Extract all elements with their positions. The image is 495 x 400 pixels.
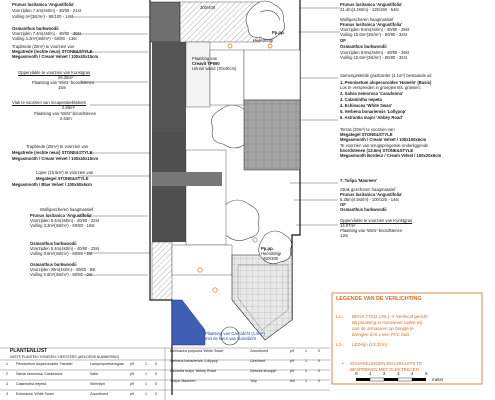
legend-l2-line1: LED-lijn (13.32m) [352, 342, 388, 347]
plantlist-right-qty: 1 [305, 379, 307, 383]
scale-tick-label: 1 [369, 371, 372, 376]
plantlist-row-nr: 4 [6, 392, 8, 396]
plantlist-right-extra: 0 [318, 369, 320, 373]
lawn1-title: Oppervlakte te voorzien van Kunstgras [18, 70, 91, 75]
strak-osm: Osmanthus burkwoodii [340, 207, 387, 212]
plantlist-right-extra: 0 [318, 359, 320, 363]
top-hedge-fill: Vulling m²(3st/m²) - 80/100 - 14st [12, 14, 74, 19]
scale-tick-label: 2 [383, 371, 386, 376]
legend-title: LEGENDE VAN DE VERLICHTING [336, 296, 422, 302]
plantlist-row-qty: 1 [145, 382, 147, 386]
urinoir-plaatsing: Plaatsing van [192, 56, 218, 61]
pp-marker-1: Pp.pp. [272, 30, 285, 35]
plantlist-right-desc: Zonnehoed [250, 349, 269, 353]
grassborder-3: 3. Calamintha nepeta [340, 97, 382, 102]
right-top-species: Prunus lusitanica 'Angustifolia' [340, 2, 403, 7]
plantlist-right-class: p9 [290, 349, 294, 353]
plantlist-right-class: bol [290, 379, 295, 383]
plantlist-right-qty: 1 [305, 359, 307, 363]
plantlist-right-desc: Zeeuws knoopje [250, 369, 277, 373]
top-hedge-species: Prunus lusitanica 'Angustifolia' [12, 2, 75, 7]
hedge2-title: Wolligescheren haagmassief [40, 207, 94, 212]
legend-note-2: BESPREKEN MET ELEKTRICIEN [350, 367, 419, 372]
plantlist-right-qty: 1 [305, 349, 307, 353]
plantlist-right-class: p9 [290, 359, 294, 363]
top-hedge-front: Voorzijden 7.4m(4st/m) - 40/60 - 21st [12, 8, 81, 13]
plantlist-right-extra: 0 [318, 379, 320, 383]
legend-l1-line2: Bij plaatsing in massiever raden wij [352, 320, 423, 325]
scale-tick-label: 5 [425, 371, 428, 376]
plantlist-row-class: p9 [130, 382, 134, 386]
plantlist-subtitle: VASTE PLANTEN / KRUIDEN / HEESTERS (WOLDENS NUMMERING) [10, 355, 120, 359]
strak-title: Strak geschoren haagmassief [340, 187, 396, 192]
lawn2-title: Oppervlakte te voorzien van Kunstgras [340, 218, 413, 223]
osmanthus-2-front: Voorzijden 5.4m(4st/m) - 40/60 - 23st [30, 246, 99, 251]
heerdstrijp-label-1: Heerdstrijp [253, 38, 274, 43]
grassborder-1b: Los te verspreiden in groepjes tss. grassen: [340, 85, 422, 90]
plantlist-row-desc: Lampenpoetsersgras [90, 362, 124, 366]
right-hedge-or: OF [340, 38, 346, 43]
klinkers-border-len: 2.63m [60, 116, 72, 121]
plantlist-row-extra: 0 [155, 382, 157, 386]
lawn2-area: 14.07m² [340, 223, 356, 228]
plantlist-row-nr: 3 [6, 382, 8, 386]
grassborder-2: 2. Salvia nemorosa 'Caradonna' [340, 91, 403, 96]
lawn1-border: Plaatsing van 'Wirtz'-boordstenen [32, 80, 95, 85]
plantlist-row-class: p9 [130, 372, 134, 376]
loper-product: Megategel STONE&STYLE [36, 176, 89, 181]
grassborder-5: 5. Verbena bonariensis 'Lollypop' [340, 109, 407, 114]
osmanthus-1-title: Osmanthus burkwoodii [12, 26, 59, 31]
osmanthus-2-fill: Vulling 0.6m²(3st/m²) - 60/80 - 2st [30, 251, 93, 256]
right-hedge-fill: Vulling 10.6m²(3st/m²) - 60/80 - 32st [340, 32, 407, 37]
terrace-spec: Megasmooth / Cream Velvet / 100x100x6cm [340, 137, 427, 142]
plantlist-row-extra: 0 [155, 362, 157, 366]
pp-marker-2: Pp.pp. [261, 246, 274, 251]
trap2-product: Megatrede (rechte neus) STONE&STYLE [12, 150, 93, 155]
plantlist-row-nr: 2 [6, 372, 8, 376]
scale-tick-label: 0 [355, 371, 358, 376]
plantlist-right-qty: 1 [305, 369, 307, 373]
legend-l1-line1: BEGA 77011 (3st.) -> Vertiscal gericht [352, 314, 428, 319]
plantlist-title: PLANTENLIJST [10, 348, 48, 354]
plantlist-right-class: p9 [290, 369, 294, 373]
scale-unit: meter [432, 377, 444, 382]
plantlist-row-desc: Salie [90, 372, 98, 376]
plantlist-right-desc: IJzerhard [250, 359, 265, 363]
loper-spec: Megasmooth / Blue Velvet / 100x50x6cm [12, 182, 92, 187]
trap1-product: Megatrede (rechte neus) STONE&STYLE [12, 49, 93, 54]
top-tree-size: 300/400 [200, 5, 216, 10]
grassborder-6: 6. Astrantia major 'Abbey Road' [340, 115, 403, 120]
blue-patio-label-2: met de kleur van Gamalicht [205, 336, 256, 341]
legend-note-1: SCHAKELINGEN EN CIRCUITS TE [350, 361, 423, 366]
grassborder-4: 4. Echinacea 'White Swan' [340, 103, 393, 108]
urinoir-product: Creavit TP690 [192, 61, 220, 66]
plantlist-row-desc: Steentijm [90, 382, 105, 386]
osmanthus-3-front: Voorzijden 29m(4st/m) - 40/60 - 8st [30, 267, 96, 272]
right-hedge-title: Wolligescheren haagmassief [340, 17, 394, 22]
lawn2-border-len: 13m [340, 233, 349, 238]
plantlist-row-class: p9 [130, 392, 134, 396]
trap1-title: Trapbrede (20m²) te voorzien van [12, 44, 75, 49]
lawn1-border-len: 15m [58, 85, 67, 90]
grassborder-1: 1. Pennisetum alopecuroides 'Hameln' (Basis) [340, 80, 432, 85]
terrace-title: Terras (20m²) te voorzien van [340, 127, 395, 132]
legend-l2-key: L2= [336, 342, 344, 347]
plantlist-row-name: Pennisetum alopecuroides 'Hameln' [16, 362, 74, 366]
hedge2-species: Prunus lusitanica 'Angustifolia' [30, 213, 93, 218]
right-osm-fill: Vulling 10.6m²(3st/m²) - 60/80 - 32st [340, 55, 407, 60]
trap1-spec: Megasmooth / Cream Velvet / 100x40x15cm [12, 54, 99, 59]
lawn1-area: 26.25m² [58, 75, 74, 80]
plantlist-right-name: Astrantia major 'Abbey Road' [170, 369, 217, 373]
plantlist-row-class: p9 [130, 362, 134, 366]
plantlist-right-desc: Tulp [250, 379, 257, 383]
lawn2-border: Plaatsing van 'Wirtz'-boordstenen [340, 228, 403, 233]
plantlist-row-extra: 0 [155, 372, 157, 376]
plantlist-right-name: Verbena bonariensis 'Lollypop' [170, 359, 219, 363]
plantlist-right-name: Echinacea purpurea 'White Swan' [170, 349, 224, 353]
terrace-border-2: boordstenen (13.6m) STONE&STYLE [340, 148, 414, 153]
plantlist-row-qty: 1 [145, 362, 147, 366]
plantlist-row-nr: 1 [6, 362, 8, 366]
osmanthus-1-front: Voorzijden 7.4m(4st/m) - 40/60 - 30st [12, 31, 81, 36]
scale-tick-label: 4 [411, 371, 414, 376]
plantlist-row-qty: 1 [145, 392, 147, 396]
blue-patio-label-1: Plaatsing van Gamalicht (1.5m²) [205, 331, 265, 336]
strak-species: Prunus lusitanica 'Angustifolia' [340, 192, 403, 197]
trap2-spec: Megasmooth / Cream Velvet / 100x40x15cm [12, 156, 99, 161]
osmanthus-3-title: Osmanthus burkwoodii [30, 262, 77, 267]
bottom-tree-size: 250/300 [263, 256, 279, 261]
plantlist-row-extra: 0 [155, 392, 157, 396]
plantlist-row-desc: Zonnehoed [90, 392, 109, 396]
osmanthus-2-title: Osmanthus burkwoodii [30, 241, 77, 246]
terrace-border-1: Te voorzien van terugspringende onderliggende [340, 143, 429, 148]
strak-spec: 5.35m(4.5st/m) - 100/125 - 14st [340, 197, 399, 202]
osmanthus-1-fill: Vulling 4.3m²(3st/m²) - 60/80 - 13st [12, 36, 77, 41]
klinkers-border: Plaatsing van 'Wirtz'-boordstenen [34, 111, 97, 116]
right-osm-front: Voorzijden 9.6m(4st/m) - 40/60 - 29st [340, 50, 409, 55]
hedge2-fill: Vulling 3.3m²(3st/m²) - 60/80 - 10st [30, 223, 95, 228]
klinkers-area: 2.65m² [62, 105, 76, 110]
heerdstrijp-label-2: Heerdstrijp [261, 251, 282, 256]
plantlist-row-qty: 1 [145, 372, 147, 376]
plantlist-right-name: Tulipa 'Maureen' [170, 379, 197, 383]
grassborder-title: Samengestelde grasborder (4.1m²) bestaande uit [340, 73, 432, 78]
osmanthus-3-fill: Vulling 0.6m²(3st/m²) - 60/80 - 2st [30, 272, 93, 277]
plantlist-right-extra: 0 [318, 349, 320, 353]
plantlist-row-name: Echinacea 'White Swan' [16, 392, 55, 396]
hedge2-front: Voorzijden 5.4m(4st/m) - 40/60 - 22st [30, 218, 99, 223]
klinkers-title: Vlak te voorzien van recuperatieklinkers [12, 100, 87, 105]
terrace-border-3: Megasmooth Bordeur / Cream Velvet / 100x20x6cm [340, 153, 442, 158]
tulipa-label: 7. Tulipa 'Maureen' [340, 178, 378, 183]
terrace-product: Megategel STONE&STYLE [340, 132, 393, 137]
scale-tick-label: 3 [397, 371, 400, 376]
legend-l1-line4: brengen d.m.v een PVC buis [352, 332, 410, 337]
plantlist-row-name: Salvia nemorosa 'Caradonna' [16, 372, 63, 376]
strak-or: OF [340, 202, 346, 207]
legend-l1-key: L1= [336, 314, 344, 319]
loper-title: Loper (15.5m²) te voorzien van [36, 170, 94, 175]
right-osm-title: Osmanthus burkwoodii [340, 44, 387, 49]
right-top-spec: 21.4m(4.2st/m) - 125/150 - 54st [340, 7, 399, 12]
plantlist-row-name: Calamintha nepeta [16, 382, 47, 386]
right-hedge-species: Prunus lusitanica 'Angustifolia' [340, 22, 403, 27]
urinoir-spec: Urinoir wand (70x40cm) [192, 66, 237, 71]
legend-l1-line3: aan de armaturen op hoogte te [352, 326, 414, 331]
trap2-title: Trapbrede (20m²) te voorzien van [26, 144, 89, 149]
legend-bullet-icon: • [342, 361, 344, 366]
right-hedge-front: Voorzijden 9.6m(4st/m) - 40/60 - 29st [340, 27, 409, 32]
